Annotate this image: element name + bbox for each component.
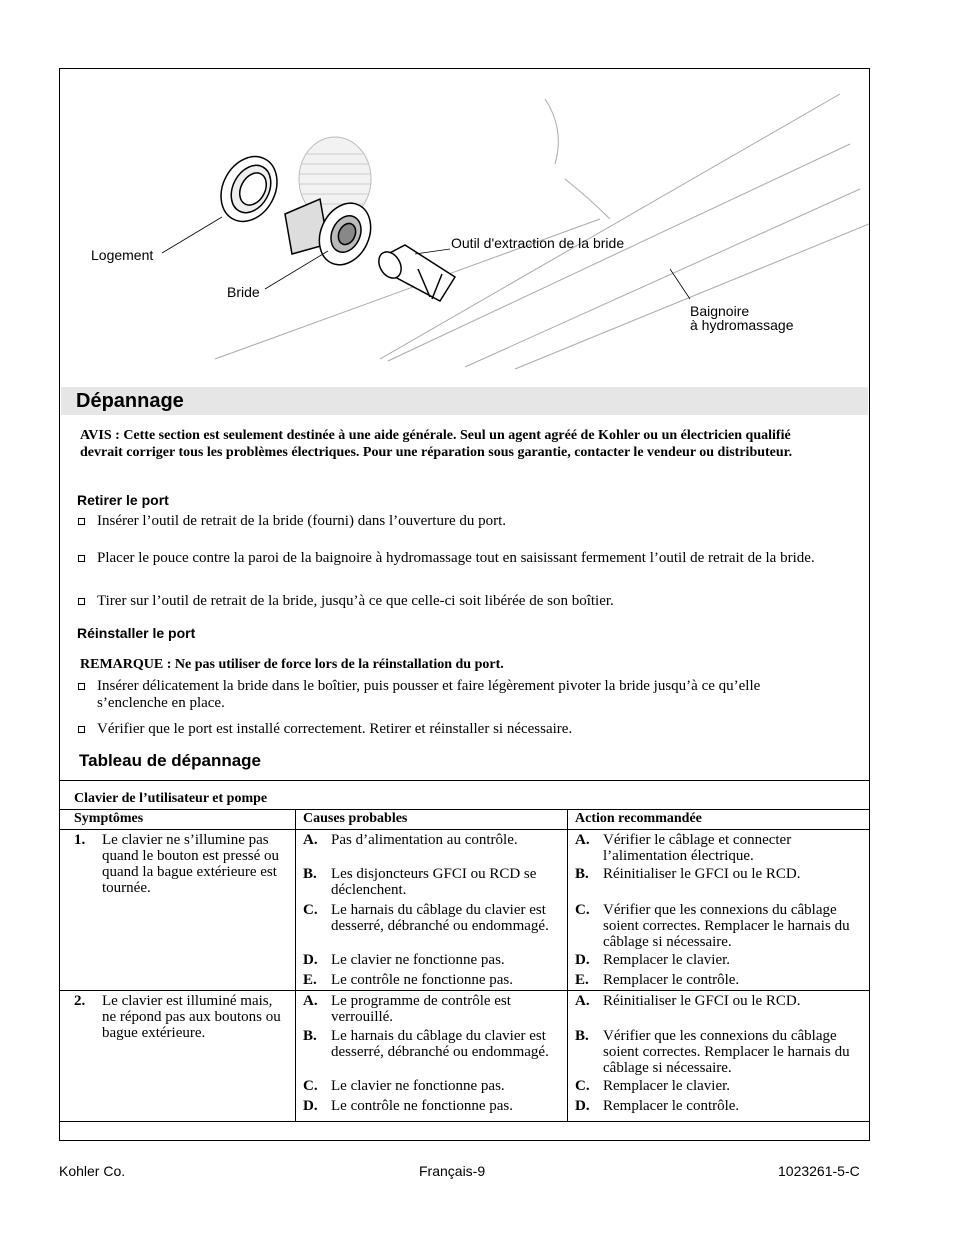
label-tub-line2: à hydromassage	[690, 317, 794, 333]
row-1-symptom-text: Le clavier ne s’illumine pas quand le bouton est pressé ou quand la bague extérieure est tournée.	[102, 832, 280, 896]
row-1-cause-b	[303, 866, 559, 898]
action-letter: B.	[575, 866, 589, 882]
cause-text: Le harnais du câblage du clavier est desserré, débranché ou endommagé.	[331, 902, 549, 934]
table-bottom-rule	[60, 1121, 869, 1122]
checkbox-square-icon	[78, 555, 85, 562]
cause-text: Le contrôle ne fonctionne pas.	[331, 972, 514, 988]
label-housing: Logement	[91, 247, 154, 263]
section-title: Dépannage	[76, 390, 184, 412]
port-removal-illustration	[60, 69, 869, 387]
table-col-divider-2	[567, 809, 568, 1121]
cause-text: Le clavier ne fonctionne pas.	[331, 952, 505, 968]
action-letter: B.	[575, 1028, 589, 1044]
cause-text: Le contrôle ne fonctionne pas.	[331, 1098, 514, 1114]
action-text: Remplacer le contrôle.	[603, 1098, 740, 1114]
cause-text: Pas d’alimentation au contrôle.	[331, 832, 518, 848]
row-2-action-b	[575, 1028, 855, 1076]
table-group-title: Clavier de l’utilisateur et pompe	[74, 791, 268, 806]
page-frame	[59, 68, 870, 1141]
table-row-1-symptom	[74, 832, 284, 896]
table-col-divider-1	[295, 809, 296, 1121]
table-top-rule	[60, 780, 869, 781]
row-2-cause-a	[303, 993, 559, 1025]
action-letter: D.	[575, 952, 590, 968]
remove-port-heading: Retirer le port	[77, 492, 169, 508]
reinstall-port-heading: Réinstaller le port	[77, 625, 196, 641]
action-letter: E.	[575, 972, 589, 988]
table-header-rule-bottom	[60, 829, 869, 830]
action-letter: C.	[575, 1078, 590, 1094]
row-1-cause-e	[303, 972, 559, 988]
remove-step-3	[78, 593, 818, 610]
row-1-action-c	[575, 902, 855, 950]
cause-letter: C.	[303, 1078, 318, 1094]
action-text: Remplacer le contrôle.	[603, 972, 740, 988]
cause-text: Le programme de contrôle est verrouillé.	[331, 993, 511, 1025]
cause-letter: D.	[303, 1098, 318, 1114]
action-text: Vérifier que les connexions du câblage soient correctes. Remplacer le harnais du câblage si nécessaire.	[603, 902, 850, 950]
cause-letter: C.	[303, 902, 318, 918]
action-text: Remplacer le clavier.	[603, 1078, 731, 1094]
reinstall-step-1-text: Insérer délicatement la bride dans le boîtier, puis pousser et faire légèrement pivoter la bride jusqu’à ce qu’elle s’enclenche en place.	[97, 678, 761, 711]
action-text: Vérifier que les connexions du câblage soient correctes. Remplacer le harnais du câblage si nécessaire.	[603, 1028, 850, 1076]
row-1-action-a	[575, 832, 855, 864]
checkbox-square-icon	[78, 726, 85, 733]
row-2-cause-d	[303, 1098, 559, 1114]
label-tub-line1: Baignoire	[690, 303, 750, 319]
row-1-action-b	[575, 866, 855, 882]
label-extraction-tool: Outil d'extraction de la bride	[451, 235, 625, 251]
row-1-action-d	[575, 952, 855, 968]
remove-step-1-text: Insérer l’outil de retrait de la bride (fourni) dans l’ouverture du port.	[97, 513, 507, 529]
row-2-action-d	[575, 1098, 855, 1114]
footer-company: Kohler Co.	[59, 1163, 126, 1179]
label-flange: Bride	[227, 284, 260, 300]
row-2-action-c	[575, 1078, 855, 1094]
remove-step-2	[78, 550, 818, 567]
action-letter: D.	[575, 1098, 590, 1114]
reinstall-step-1	[78, 678, 818, 712]
extraction-tool-shape	[374, 245, 455, 301]
row-1-cause-a	[303, 832, 559, 848]
row-1-cause-d	[303, 952, 559, 968]
cause-letter: B.	[303, 866, 317, 882]
footer-document-number: 1023261-5-C	[778, 1163, 860, 1179]
reinstall-step-2-text: Vérifier que le port est installé correctement. Retirer et réinstaller si nécessaire.	[97, 721, 573, 737]
cause-letter: A.	[303, 832, 318, 848]
action-text: Réinitialiser le GFCI ou le RCD.	[603, 866, 801, 882]
table-row-2-symptom	[74, 993, 284, 1041]
action-text: Remplacer le clavier.	[603, 952, 731, 968]
remove-step-2-text: Placer le pouce contre la paroi de la baignoire à hydromassage tout en saisissant fermement l’outil de retrait de la bride.	[97, 550, 815, 566]
row-2-action-a	[575, 993, 855, 1009]
housing-shape	[210, 147, 288, 231]
footer-page-number: Français-9	[419, 1163, 486, 1179]
reinstall-step-2	[78, 721, 818, 738]
action-letter: A.	[575, 832, 590, 848]
row-1-cause-c	[303, 902, 563, 934]
remove-step-3-text: Tirer sur l’outil de retrait de la bride, jusqu’à ce que celle-ci soit libérée de son boîtier.	[97, 593, 614, 609]
table-header-rule-top	[60, 809, 869, 810]
checkbox-square-icon	[78, 683, 85, 690]
row-1-number: 1.	[74, 832, 86, 848]
action-text: Vérifier le câblage et connecter l’alimentation électrique.	[603, 832, 792, 864]
cause-letter: D.	[303, 952, 318, 968]
table-header-causes: Causes probables	[303, 811, 408, 826]
row-2-number: 2.	[74, 993, 86, 1009]
checkbox-square-icon	[78, 518, 85, 525]
row-2-cause-c	[303, 1078, 559, 1094]
checkbox-square-icon	[78, 598, 85, 605]
row-2-cause-b	[303, 1028, 563, 1060]
remove-step-1	[78, 513, 818, 530]
cause-letter: E.	[303, 972, 317, 988]
cause-text: Le harnais du câblage du clavier est desserré, débranché ou endommagé.	[331, 1028, 549, 1060]
row-1-action-e	[575, 972, 855, 988]
notice-text: AVIS : Cette section est seulement destinée à une aide générale. Seul un agent agréé de Kohler ou un électricien qualifié devrait corriger tous les problèmes électriques. Pour une réparation sous garantie, contacter le vendeur ou distributeur.	[80, 428, 793, 460]
cause-text: Les disjoncteurs GFCI ou RCD se déclenchent.	[331, 866, 537, 898]
action-text: Réinitialiser le GFCI ou le RCD.	[603, 993, 801, 1009]
table-title: Tableau de dépannage	[79, 751, 262, 770]
table-header-symptoms: Symptômes	[74, 811, 144, 826]
table-row-divider	[60, 990, 869, 991]
cause-letter: A.	[303, 993, 318, 1009]
remark-text: REMARQUE : Ne pas utiliser de force lors de la réinstallation du port.	[80, 657, 504, 672]
cause-text: Le clavier ne fonctionne pas.	[331, 1078, 505, 1094]
action-letter: A.	[575, 993, 590, 1009]
row-2-symptom-text: Le clavier est illuminé mais, ne répond pas aux boutons ou bague extérieure.	[102, 993, 281, 1041]
table-header-actions: Action recommandée	[575, 811, 702, 826]
action-letter: C.	[575, 902, 590, 918]
illustration-drawing	[60, 69, 869, 387]
cause-letter: B.	[303, 1028, 317, 1044]
